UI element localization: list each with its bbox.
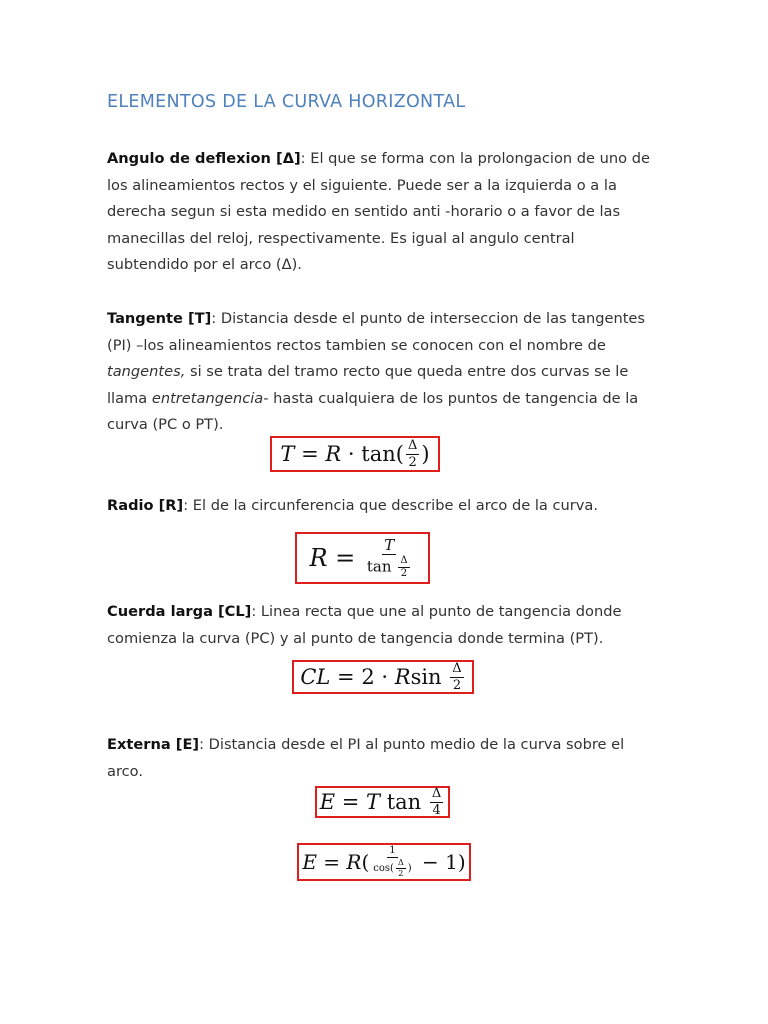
paragraph-cuerda-larga: Cuerda larga [CL]: Linea recta que une al punto de tangencia donde comienza la curva (PC) y al punto de tangencia donde termina (PT).: [107, 603, 622, 647]
paragraph-tangente: Tangente [T]: Distancia desde el punto de interseccion de las tangentes (PI) –los alineamientos rectos tambien se conocen con el nombre de tangentes, si se trata del tramo recto que queda entre dos curvas se le llama entretangencia- hasta cualquiera de los puntos de tangencia de la curva (PC o PT).: [107, 310, 645, 433]
term-cuerda-larga: Cuerda larga [CL]: [107, 603, 252, 620]
paragraph-angulo-deflexion: Angulo de deflexion [Δ]: El que se forma con la prolongacion de uno de los alineamientos rectos y el siguiente. Puede ser a la izquierda o a la derecha segun si esta medido en sentido anti -horario o a favor de las manecillas del reloj, respectivamente. Es igual al angulo central subtendido por el arco (Δ).: [107, 150, 650, 273]
formula-external-cos: E = R ( 1 cos( $\frac{\Delta}{2}$ ) − 1 ): [297, 843, 471, 881]
term-externa: Externa [E]: [107, 736, 200, 753]
paragraph-radio: Radio [R]: El de la circunferencia que describe el arco de la curva.: [107, 497, 599, 514]
paragraph-externa: Externa [E]: Distancia desde el PI al punto medio de la curva sobre el arco.: [107, 736, 625, 780]
formula-chord: CL = 2 · R sin $\frac{\Delta}{2}$: [292, 660, 474, 694]
formula-external-tan: E = T tan $\frac{\Delta}{4}$: [315, 786, 450, 818]
formula-radius: R = T tan $\frac{\Delta}{2}$: [295, 532, 430, 584]
term-angulo-deflexion: Angulo de deflexion [Δ]: [107, 150, 301, 167]
page-title: ELEMENTOS DE LA CURVA HORIZONTAL: [107, 92, 466, 112]
term-radio: Radio [R]: [107, 497, 184, 514]
term-tangente: Tangente [T]: [107, 310, 212, 327]
formula-tangent: T = R · tan( $\frac{\Delta}{2}$ ): [270, 436, 440, 472]
